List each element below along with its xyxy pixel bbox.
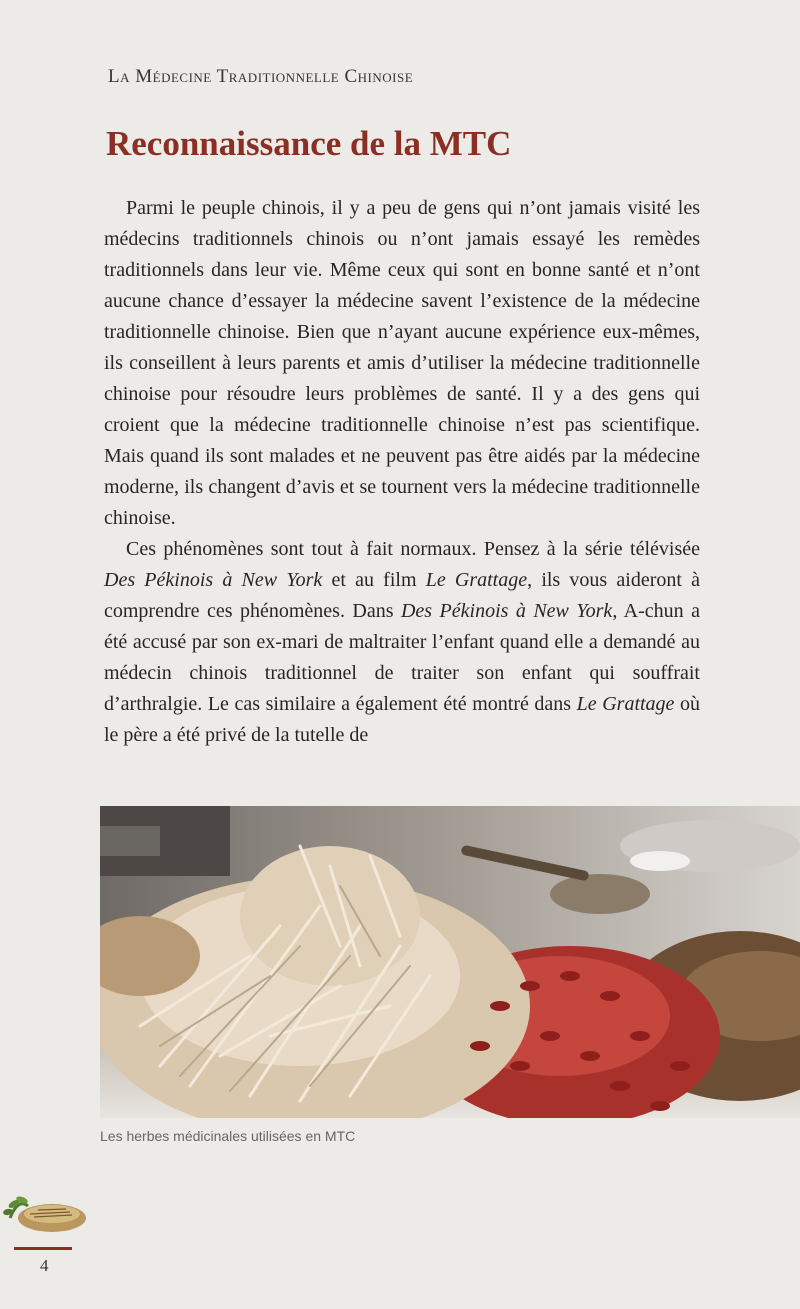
dish-stack <box>100 826 160 856</box>
film-title: Le Grattage <box>425 569 528 591</box>
section-title: Reconnaissance de la MTC <box>106 124 512 163</box>
herb-bowl-ornament <box>0 1188 90 1238</box>
paragraph-2 <box>104 534 700 751</box>
film-title: Le Grattage <box>576 693 675 715</box>
page-number: 4 <box>40 1256 49 1275</box>
paragraph-2-text: et au film <box>322 569 426 591</box>
paragraph-2-text: , ils vous aideront à comprendre ces phénomènes. Dans <box>104 569 700 622</box>
herbs-illustration <box>100 806 800 1118</box>
herbs-photo <box>100 806 800 1118</box>
paragraph-2-text: Ces phénomènes sont tout à fait normaux. Pensez à la série télévisée <box>126 538 700 560</box>
paragraph-2-text: , A-chun a été accusé par son ex-mari de maltraiter l’enfant quand elle a demandé au médecin chinois traditionnel de traiter son enfant qui souffrait d’arthralgie. Le cas similaire a également été montré dans <box>104 600 700 715</box>
series-title: Des Pékinois à New York <box>104 569 323 591</box>
brass-scoop <box>550 874 650 914</box>
body-text <box>104 193 700 751</box>
footer-rule <box>14 1247 72 1250</box>
paragraph-1: Parmi le peuple chinois, il y a peu de gens qui n’ont jamais visité les médecins traditionnels chinois ou n’ont jamais essayé les remèdes traditionnels dans leur vie. Même ceux qui sont en bonne santé et n’ont aucune chance d’essayer la médecine savent l’existence de la médecine traditionnelle chinoise. Bien que n’ayant aucune expérience eux-mêmes, ils conseillent à leurs parents et amis d’utiliser la médecine traditionnelle chinoise pour résoudre leurs problèmes de santé. Il y a des gens qui croient que la médecine traditionnelle chinoise n’est pas scientifique. Mais quand ils sont malades et ne peuvent pas être aidés par la médecine moderne, ils changent d’avis et se tournent vers la médecine traditionnelle chinoise. <box>104 197 700 529</box>
paragraph-2-text: où le père a été privé de la tutelle de <box>104 693 701 746</box>
series-title: Des Pékinois à New York <box>400 600 613 622</box>
white-spoon <box>630 851 690 871</box>
photo-caption: Les herbes médicinales utilisées en MTC <box>100 1128 356 1144</box>
running-head: La Médecine Traditionnelle Chinoise <box>108 66 414 87</box>
